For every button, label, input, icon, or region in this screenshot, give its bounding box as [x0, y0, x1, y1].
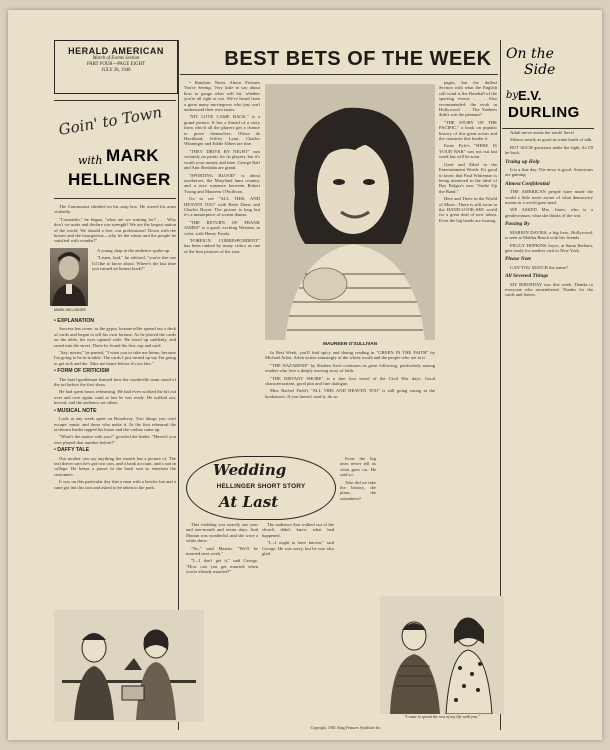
paragraph: "SPORTING BLOOD" is about racehorses, the Maryland hunt country, and a nice romance between Robert Young and Maureen O'Sullivan. — [184, 172, 260, 194]
subhead: • FORM OF CRITICISM — [54, 368, 110, 375]
on-the-side-line2: Side — [524, 62, 556, 78]
paragraph: Miss Rachel Field's "ALL THIS AND HEAVEN TOO" is still going strong in the bookstores. If you haven't read it, do so. — [265, 388, 435, 399]
paragraph: PEGGY HOPKINS Joyce, at Santa Barbara, gets ready for another visit to New York. — [505, 242, 593, 253]
paragraph: "THEY DRIVE BY NIGHT" was certainly no picnic for its players, but it's worth your money and time. George Raft and Ann Sheridan are grand. — [184, 148, 260, 171]
subhead: Passing By — [505, 221, 530, 228]
paragraph: The audience that walked out of the church didn't know what had happened. — [262, 522, 334, 538]
columnist-last-name: HELLINGER — [68, 170, 171, 189]
paragraph: Success has come, as the gypsy fortune teller spread out a deck of cards and began to tell his own fortune. As he placed the cards on the table, his eyes opened wide. He stood up suddenly, and raced into the street. There he found the first cop and said: — [54, 326, 176, 348]
paragraph: In Best Week, you'll find spicy and daring reading in "GREEN IN THE FAITH" by Michael Arlen. Arlen writes amusingly of the whole world and the people who are in it. — [265, 350, 435, 361]
paragraph: It is a fine day. The news is good. Americans are gaining. — [505, 167, 593, 178]
paragraph: "MY LOVE CAME BACK," is a grand picture. It has a thread of a story from which all the players get a chance to prove themselves. Olivia de Havilland, Jeffrey Lynn, Charles Winninger and Eddie Albert are fine. — [184, 114, 260, 147]
newspaper-page — [8, 10, 602, 740]
right-column — [505, 130, 593, 726]
paragraph: Gene and Ethel in the Entertainment Worth: It's good to know that Paul Whiteman is being mentored in the ideal of Ray Bolger's new "Strike Up the Band." — [439, 161, 497, 194]
on-the-side-by: by — [506, 90, 519, 101]
column-2-text — [184, 80, 260, 450]
on-the-side-initials: E.V. — [518, 88, 542, 103]
photo-caption: MAUREEN O'SULLIVAN — [322, 342, 378, 347]
paragraph: BUT SUCH questions make the fight. So I'll be back. — [505, 144, 593, 156]
paragraph: Adult nerve assets the tomb! Save! — [510, 130, 575, 135]
subhead: Please Note — [505, 256, 532, 263]
goin-to-town-with: with — [78, 154, 103, 167]
wedding-title: Wedding — [213, 461, 287, 479]
wedding-story-heading — [186, 456, 336, 520]
subhead: • MUSICAL NOTE — [54, 407, 97, 414]
paragraph: "THE DISTANT SHORE" is a fine first novel of the Civil War days. Good characterization, good plot and fine dialogue. — [265, 375, 435, 387]
paragraph: It was on this particular day that a man with a bowler hat and a cane got into his taxi and asked to be taken to the park. — [54, 479, 176, 490]
paragraph: "No," said Marian. "We'll be married next week." — [186, 545, 258, 557]
paragraph: "What's the matter with you?" growled the leader. "Haven't you ever played that number before?" — [54, 434, 176, 445]
copyright-footer: Copyright, 1940, King Features Syndicate Inc. — [310, 726, 382, 730]
subhead: All Sevened Things — [505, 273, 549, 280]
columnist-first-name: MARK — [106, 146, 159, 165]
paragraph: Our mother can say anything her mouth has a picture of. The taxi driver says he's got two cars, and a bank account, and a son in college. He keeps a parrot in the back seat to entertain the customers. — [54, 455, 176, 477]
paragraph: MARION DAVIES, a big hero, Hollywood, is seen at Malibu Beach with her friends. — [505, 229, 593, 241]
paragraph: This wedding was exactly one year and one-month and seven days. And Marian was wonderful, and she wore a white dress. — [186, 522, 258, 544]
on-the-side-line1: On the — [506, 46, 554, 62]
paragraph: "I—I don't get it," said George. "How can you get married when you're already married?" — [186, 558, 258, 575]
column-1-text — [92, 248, 176, 312]
headline-rule — [180, 74, 498, 75]
subhead: • DAFFY TALE — [54, 447, 90, 454]
paragraph: Here and There in the World of Music: There is still room in the BAND-LOOK-SEE world for a great deal of new talent. Even the big bands are touring. — [439, 196, 497, 223]
wedding-story-col1 — [186, 522, 258, 722]
actress-photo — [265, 84, 435, 340]
main-headline: BEST BETS OF THE WEEK — [224, 48, 492, 70]
subhead: • EXPLANATION — [54, 318, 95, 324]
masthead-section: March of Events Section — [92, 56, 140, 61]
section-rule — [54, 100, 176, 101]
paragraph: The Communist climbed on his soap box. He waved his arms violently. — [54, 204, 176, 215]
column-1-intro — [54, 204, 176, 244]
section-rule — [502, 128, 594, 129]
masthead-logo: HERALD AMERICAN — [68, 46, 164, 56]
paragraph: Silence nearly as good as some kinds of talk. — [510, 137, 593, 143]
section-rule — [54, 198, 176, 199]
paragraph: WE ASKED Mrs. Jones, who is a gentlewoman, what she thinks of the war. — [505, 207, 593, 218]
paragraph: "THE STORY OF THE PACIFIC," a book on popular history of this great ocean and the countries that border it. — [439, 119, 497, 142]
masthead-part: PART FOUR—PAGE EIGHT — [87, 61, 145, 67]
subhead: Almost Confidential — [505, 180, 550, 187]
paragraph: "THE NAZARENE" by Sholem Asch continues its great following, particularly among readers who love a deeply moving story of faith. — [265, 362, 435, 374]
paragraph: CAN YOU MATCH the name? — [510, 264, 568, 270]
on-the-side-heading — [502, 40, 594, 126]
couple-illustration — [380, 596, 504, 714]
column-1-body — [54, 316, 176, 606]
paragraph: "FOREIGN CORRESPONDENT" has been ranked by many critics as one of the best pictures of the year. — [184, 237, 260, 254]
columnist-portrait — [50, 248, 88, 306]
column-4-text — [439, 80, 497, 590]
paragraph: pages, but the dullest Section with what the English call wind is the Baseball of the sporting events . . . Also recommended: the work in Hollywood . . . The Yankees didn't win the pennant? — [439, 80, 497, 118]
paragraph: Go to see "ALL THIS, AND HEAVEN TOO" with Bette Davis and Charles Boyer. The picture is long but it's a masterpiece of screen drama. — [184, 196, 260, 218]
paragraph: The hotel gentleman learned how the vaudeville team stood of the act before the first show. — [54, 376, 176, 388]
paragraph: MY BIRTHDAY was this week. Thanks to everyone who remembered. Thanks for the cards and letters. — [505, 281, 593, 298]
paragraph: Also did we take the history, the plans, the soundness? — [340, 479, 376, 501]
column-3-text — [265, 350, 435, 450]
subhead: Truing up Help — [505, 158, 540, 165]
wedding-story-col3 — [340, 456, 376, 722]
on-the-side-title — [506, 46, 555, 78]
goin-to-town-heading — [54, 103, 176, 194]
portrait-caption: MARK HELLINGER — [54, 308, 86, 312]
paragraph: • Random Notes About Pictures You're Seeing: Very little to say about how to gauge what will hit, whether you're all right or not. We've heard from a great many moviegoers who just can't understand their own tastes. — [184, 80, 260, 113]
paragraph: Ernie Pyle's "HERE IS YOUR WAR" was not out last week but will be soon. — [439, 143, 497, 160]
cartoon-caption: "I want to spend the rest of my life with you." — [404, 714, 480, 719]
cartoon-illustration — [54, 610, 204, 722]
paragraph: "Comrades," he began, "what are we waiting for? . . . Why don't we unite and declare our strength? We are the largest nation of the world. We should a free, our proletarians! Down with the bosses and the bourgeoisie—why let the wheat and the people be satisfied with crumbs?" — [54, 216, 176, 244]
paragraph: "Listen, bud," he advised, "you're the one I'd like to know about. Where's the last time you earned an honest buck?" — [92, 255, 176, 272]
paragraph: "THE RETURN OF FRANK JAMES" is a good, exciting Western, in color, with Henry Fonda. — [184, 219, 260, 236]
paragraph: Look at any week spent on Broadway. Two things you can't escape: music and those who make it. At the first rehearsal the orchestra leader tapped his baton and the violins came up. — [54, 416, 176, 432]
paragraph: A young chap in the audience spoke up. — [97, 248, 171, 253]
paragraph: "Say, mister," he panted, "I want you to take me home, because I'm going to be in trouble. The cards I just turned up say I'm going to get sick and die. Take me home before it's too late." — [54, 350, 176, 366]
paragraph: Even the big ones never tell us what goes on. He said so. — [340, 456, 376, 478]
on-the-side-surname: DURLING — [508, 104, 580, 121]
paragraph: "I—I ought to have known," said George. He was sorry, but he was also glad. — [262, 540, 334, 557]
paragraph: THE AMERICAN people have made the world a little more aware of what democracy means in a world gone mad. — [505, 189, 593, 206]
masthead-date: JULY 28, 1940 — [101, 67, 131, 73]
paragraph: He had spent hours rehearsing. He had even worked the bit out over and over again, until at last he was ready. He walked out, bowed, and the audience sat silent. — [54, 389, 176, 406]
wedding-story-col2 — [262, 522, 334, 722]
wedding-subtitle: HELLINGER SHORT STORY — [216, 483, 306, 490]
masthead — [54, 40, 178, 94]
goin-to-town-script: Goin' to Town — [57, 103, 164, 139]
wedding-at-last: At Last — [219, 493, 279, 511]
